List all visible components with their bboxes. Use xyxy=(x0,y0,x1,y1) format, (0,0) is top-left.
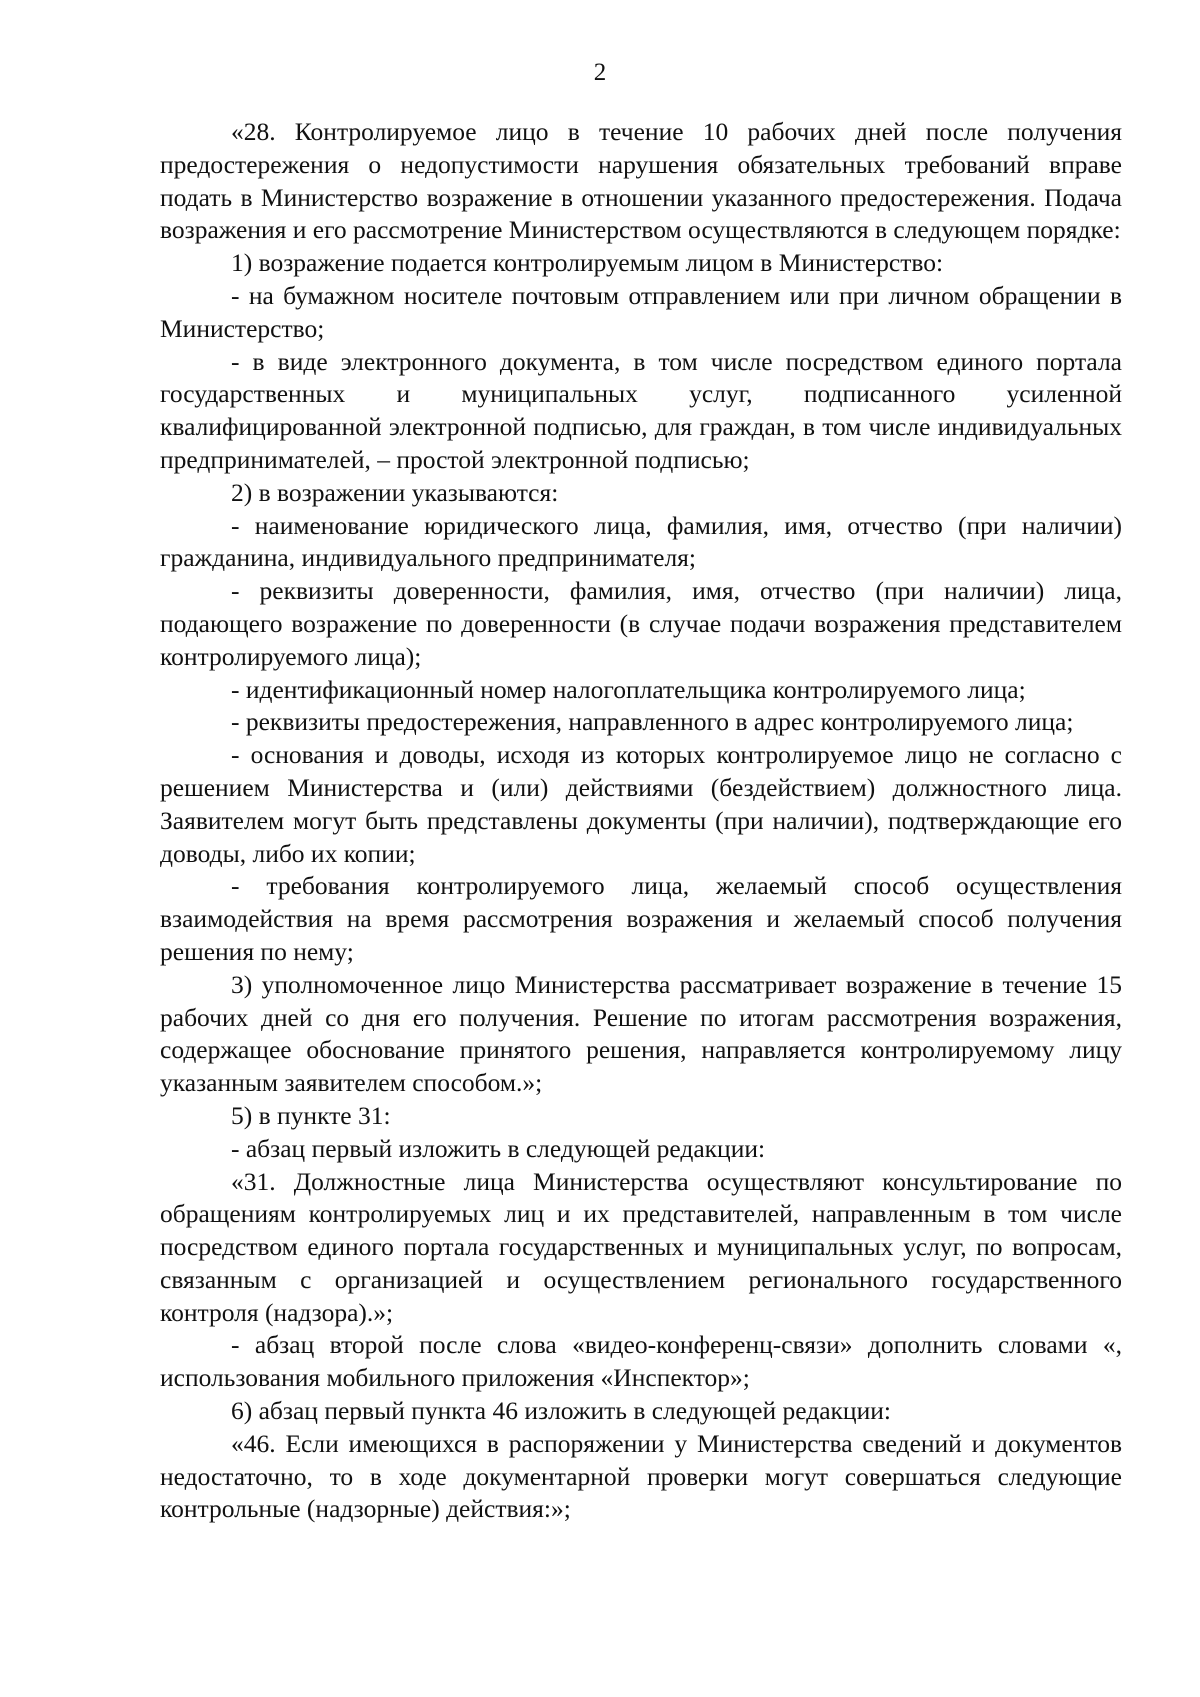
paragraph-taxpayer-id: - идентификационный номер налогоплательщика контролируемого лица; xyxy=(231,674,1026,704)
paragraph-electronic-submission: - в виде электронного документа, в том числе посредством единого портала государственных и муниципальных услуг, подписанного усиленной квалифицированной электронной подписью, для граждан, в том числе индивидуальных предпринимателей, – простой электронной подписью; xyxy=(160,346,1122,474)
paragraph-subitem-3: 3) уполномоченное лицо Министерства рассматривает возражение в течение 15 рабочих дней со дня его получения. Решение по итогам рассмотрения возражения, содержащее обоснование принятого решения, направляется контролируемому лицу указанным заявителем способом.»; xyxy=(160,969,1122,1098)
document-body xyxy=(160,116,1122,1526)
paragraph-paper-submission: - на бумажном носителе почтовым отправлением или при личном обращении в Министерство; xyxy=(160,280,1122,343)
paragraph-item-28: «28. Контролируемое лицо в течение 10 рабочих дней после получения предостережения о недопустимости нарушения обязательных требований вправе подать в Министерство возражение в отношении указанного предостережения. Подача возражения и его рассмотрение Министерством осуществляются в следующем порядке: xyxy=(160,117,1122,245)
paragraph-requirements: - требования контролируемого лица, желаемый способ осуществления взаимодействия на время рассмотрения возражения и желаемый способ получения решения по нему; xyxy=(160,871,1122,966)
paragraph-legal-entity-name: - наименование юридического лица, фамилия, имя, отчество (при наличии) гражданина, индивидуального предпринимателя; xyxy=(160,510,1122,573)
paragraph-second-abzac: - абзац второй после слова «видео-конференц-связи» дополнить словами «, использования мобильного приложения «Инспектор»; xyxy=(160,1330,1122,1393)
paragraph-item-46: «46. Если имеющихся в распоряжении у Министерства сведений и документов недостаточно, то в ходе документарной проверки могут совершаться следующие контрольные (надзорные) действия:»; xyxy=(160,1428,1122,1524)
paragraph-item-31: «31. Должностные лица Министерства осуществляют консультирование по обращениям контролируемых лиц и их представителей, направленным в том числе посредством единого портала государственных и муниципальных услуг, по вопросам, связанным с организацией и осуществлением регионального государственного контроля (надзора).»; xyxy=(160,1166,1122,1327)
paragraph-power-of-attorney: - реквизиты доверенности, фамилия, имя, отчество (при наличии) лица, подающего возражение по доверенности (в случае подачи возражения представителем контролируемого лица); xyxy=(160,576,1122,671)
paragraph-item-5: 5) в пункте 31: xyxy=(231,1100,391,1130)
paragraph-subitem-1: 1) возражение подается контролируемым лицом в Министерство: xyxy=(231,248,944,278)
paragraph-grounds-arguments: - основания и доводы, исходя из которых контролируемое лицо не согласно с решением Министерства и (или) действиями (бездействием) должностного лица. Заявителем могут быть представлены документы (при наличии), подтверждающие его доводы, либо их копии; xyxy=(160,740,1122,868)
page-number: 2 xyxy=(593,59,607,86)
paragraph-item-6: 6) абзац первый пункта 46 изложить в следующей редакции: xyxy=(231,1396,891,1426)
paragraph-warning-details: - реквизиты предостережения, направленного в адрес контролируемого лица; xyxy=(231,707,1074,737)
paragraph-subitem-2: 2) в возражении указываются: xyxy=(231,477,559,507)
paragraph-first-abzac: - абзац первый изложить в следующей редакции: xyxy=(231,1133,766,1163)
